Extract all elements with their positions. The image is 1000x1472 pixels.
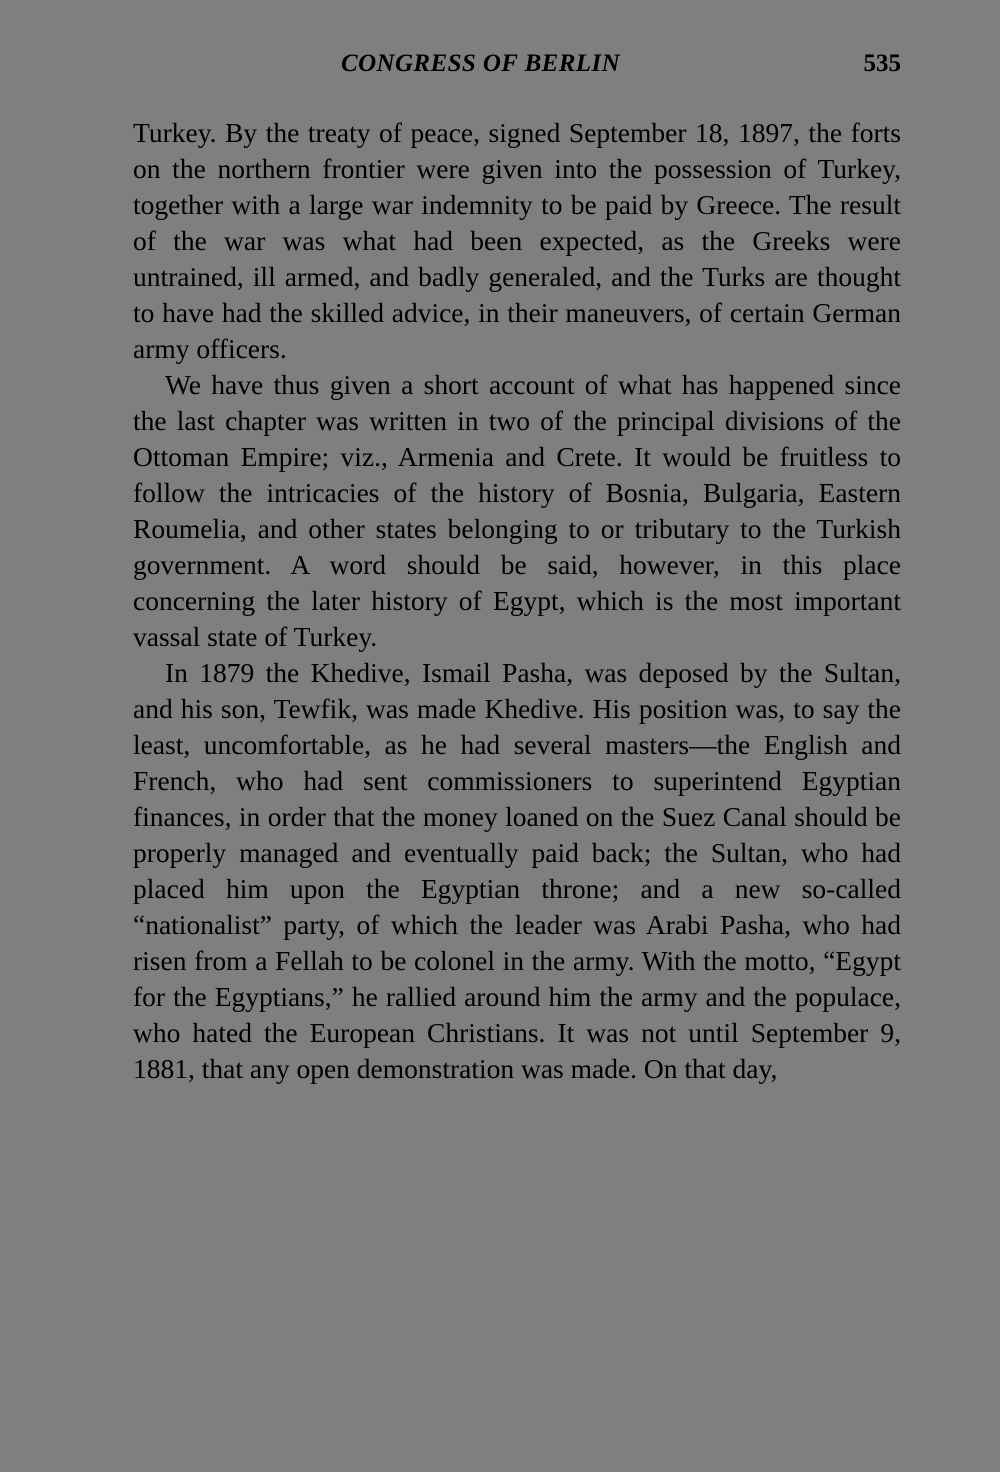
body-text [133, 115, 901, 1087]
running-head [133, 50, 901, 82]
paragraph-ottoman-divisions: We have thus given a short account of what has happened since the last chapter was written in two of the principal divisions of the Ottoman Empire; viz., Armenia and Crete. It would be fruitless to follow the intricacies of the history of Bosnia, Bulgaria, Eastern Roumelia, and other states belonging to or tributary to the Turkish government. A word should be said, however, in this place concerning the later history of Egypt, which is the most important vassal state of Turkey. [133, 369, 901, 652]
page-number: 535 [863, 50, 901, 77]
running-title: CONGRESS OF BERLIN [341, 50, 621, 77]
paragraph-turkish-war: Turkey. By the treaty of peace, signed September 18, 1897, the forts on the northern frontier were given into the possession of Turkey, together with a large war indemnity to be paid by Greece. The result of the war was what had been expected, as the Greeks were untrained, ill armed, and badly generaled, and the Turks are thought to have had the skilled advice, in their maneuvers, of certain German army officers. [133, 117, 901, 364]
paragraph-egypt-khedive: In 1879 the Khedive, Ismail Pasha, was deposed by the Sultan, and his son, Tewfik, was made Khedive. His position was, to say the least, uncomfortable, as he had several masters—the English and French, who had sent commissioners to superintend Egyptian finances, in order that the money loaned on the Suez Canal should be properly managed and eventually paid back; the Sultan, who had placed him upon the Egyptian throne; and a new so-called “nationalist” party, of which the leader was Arabi Pasha, who had risen from a Fellah to be colonel in the army. With the motto, “Egypt for the Egyptians,” he rallied around him the army and the populace, who hated the European Christians. It was not until September 9, 1881, that any open demonstration was made. On that day, [133, 657, 901, 1084]
